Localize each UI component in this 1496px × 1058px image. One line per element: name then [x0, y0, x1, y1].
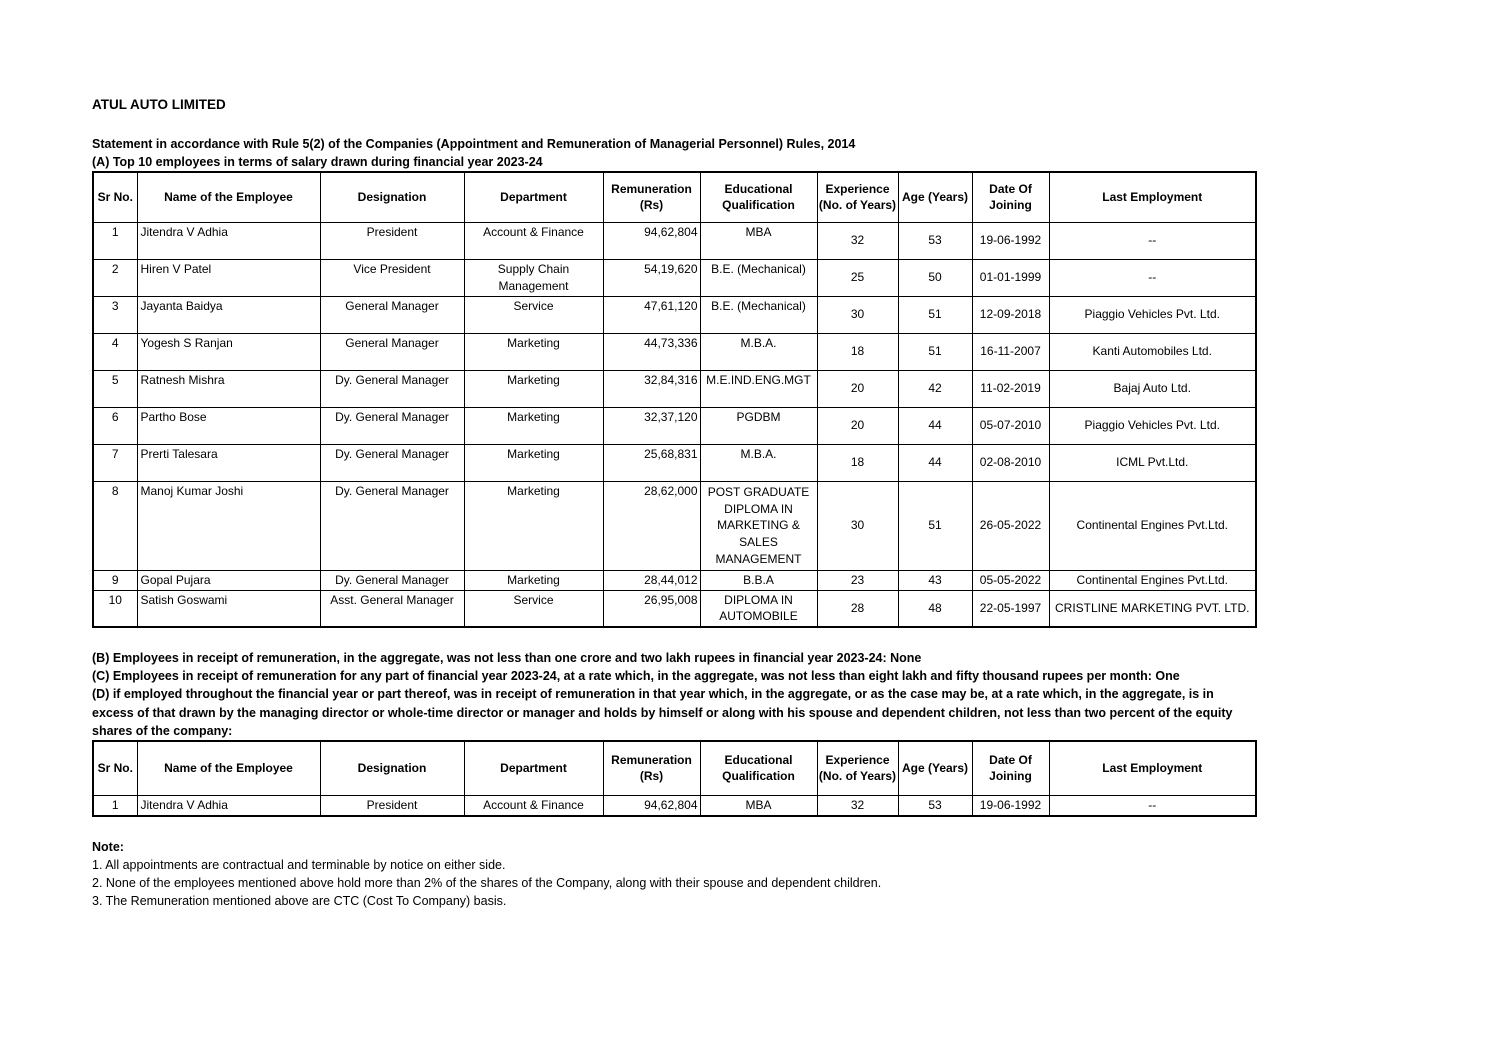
- table-cell: Dy. General Manager: [320, 407, 464, 444]
- table-row: [93, 333, 1256, 370]
- table-cell: Hiren V Patel: [137, 259, 320, 296]
- table-cell: Account & Finance: [464, 222, 603, 259]
- table-cell: 02-08-2010: [972, 444, 1049, 481]
- column-header: Educational Qualification: [700, 172, 817, 222]
- table-row: [93, 444, 1256, 481]
- table-row: [93, 370, 1256, 407]
- column-header: Sr No.: [93, 741, 137, 796]
- table-cell: Marketing: [464, 444, 603, 481]
- column-header: Remuneration (Rs): [603, 741, 700, 796]
- table-cell: 10: [93, 590, 137, 627]
- table-cell: Jitendra V Adhia: [137, 222, 320, 259]
- table-cell: 26,95,008: [603, 590, 700, 627]
- table-cell: POST GRADUATE DIPLOMA IN MARKETING & SALES MANAGEMENT: [700, 481, 817, 570]
- table-cell: 28,62,000: [603, 481, 700, 570]
- table-cell: 53: [898, 796, 972, 816]
- table-cell: Jitendra V Adhia: [137, 796, 320, 816]
- column-header: Date Of Joining: [972, 741, 1049, 796]
- column-header: Date Of Joining: [972, 172, 1049, 222]
- table-cell: Piaggio Vehicles Pvt. Ltd.: [1049, 407, 1256, 444]
- table-cell: Manoj Kumar Joshi: [137, 481, 320, 570]
- table-cell: Continental Engines Pvt.Ltd.: [1049, 570, 1256, 590]
- table-cell: President: [320, 222, 464, 259]
- table-cell: 32: [817, 796, 898, 816]
- table-cell: MBA: [700, 796, 817, 816]
- table-cell: Dy. General Manager: [320, 570, 464, 590]
- table-cell: M.B.A.: [700, 333, 817, 370]
- table-cell: 28,44,012: [603, 570, 700, 590]
- table-row: [93, 481, 1256, 570]
- table-cell: 30: [817, 296, 898, 333]
- table-cell: --: [1049, 796, 1256, 816]
- top-10-employees-table: [92, 171, 1257, 628]
- table-cell: 30: [817, 481, 898, 570]
- table-row: [93, 259, 1256, 296]
- table-row: [93, 590, 1256, 627]
- table-cell: Marketing: [464, 407, 603, 444]
- table-cell: 43: [898, 570, 972, 590]
- table-cell: 7: [93, 444, 137, 481]
- column-header: Age (Years): [898, 172, 972, 222]
- table-cell: Partho Bose: [137, 407, 320, 444]
- table-cell: B.E. (Mechanical): [700, 259, 817, 296]
- table-cell: 25: [817, 259, 898, 296]
- table-cell: 94,62,804: [603, 796, 700, 816]
- table-cell: 20: [817, 407, 898, 444]
- table-cell: Dy. General Manager: [320, 444, 464, 481]
- table-cell: 20: [817, 370, 898, 407]
- table-cell: 1: [93, 222, 137, 259]
- table-cell: 9: [93, 570, 137, 590]
- table-cell: Account & Finance: [464, 796, 603, 816]
- table-cell: 2: [93, 259, 137, 296]
- table-cell: 47,61,120: [603, 296, 700, 333]
- table-cell: ICML Pvt.Ltd.: [1049, 444, 1256, 481]
- table-cell: Prerti Talesara: [137, 444, 320, 481]
- table-cell: Service: [464, 296, 603, 333]
- table-cell: 1: [93, 796, 137, 816]
- table-cell: 01-01-1999: [972, 259, 1049, 296]
- table-cell: 11-02-2019: [972, 370, 1049, 407]
- table-cell: M.B.A.: [700, 444, 817, 481]
- table-cell: MBA: [700, 222, 817, 259]
- table-cell: Asst. General Manager: [320, 590, 464, 627]
- table-cell: 44: [898, 444, 972, 481]
- column-header: Designation: [320, 172, 464, 222]
- table-cell: Marketing: [464, 370, 603, 407]
- note-item: 3. The Remuneration mentioned above are CTC (Cost To Company) basis.: [92, 894, 507, 909]
- table-cell: Ratnesh Mishra: [137, 370, 320, 407]
- table-cell: 8: [93, 481, 137, 570]
- table-cell: Supply Chain Management: [464, 259, 603, 296]
- table-cell: 44: [898, 407, 972, 444]
- table-cell: 51: [898, 481, 972, 570]
- table-cell: Vice President: [320, 259, 464, 296]
- section-b-text: (B) Employees in receipt of remuneration, in the aggregate, was not less than one crore and two lakh rupees in financial year 2023-24: None: [92, 651, 922, 666]
- table-cell: Service: [464, 590, 603, 627]
- table-cell: 26-05-2022: [972, 481, 1049, 570]
- note-item: 2. None of the employees mentioned above hold more than 2% of the shares of the Company, along with their spouse and dependent children.: [92, 876, 882, 891]
- table-cell: 32,37,120: [603, 407, 700, 444]
- column-header: Department: [464, 741, 603, 796]
- table-cell: 48: [898, 590, 972, 627]
- table-cell: 05-07-2010: [972, 407, 1049, 444]
- column-header: Name of the Employee: [137, 172, 320, 222]
- table-cell: President: [320, 796, 464, 816]
- table-row: [93, 407, 1256, 444]
- table-cell: 6: [93, 407, 137, 444]
- table-cell: Kanti Automobiles Ltd.: [1049, 333, 1256, 370]
- table-cell: PGDBM: [700, 407, 817, 444]
- table-cell: 32: [817, 222, 898, 259]
- table-cell: CRISTLINE MARKETING PVT. LTD.: [1049, 590, 1256, 627]
- table-cell: B.B.A: [700, 570, 817, 590]
- table-row: [93, 296, 1256, 333]
- table-cell: 25,68,831: [603, 444, 700, 481]
- table-cell: 18: [817, 444, 898, 481]
- table-cell: 4: [93, 333, 137, 370]
- table-cell: 51: [898, 296, 972, 333]
- column-header: Remuneration (Rs): [603, 172, 700, 222]
- table-cell: Marketing: [464, 333, 603, 370]
- notes-heading: Note:: [92, 840, 124, 855]
- table-cell: 23: [817, 570, 898, 590]
- table-cell: Continental Engines Pvt.Ltd.: [1049, 481, 1256, 570]
- table-cell: 53: [898, 222, 972, 259]
- table-cell: 51: [898, 333, 972, 370]
- table-cell: 19-06-1992: [972, 222, 1049, 259]
- table-cell: General Manager: [320, 333, 464, 370]
- column-header: Experience (No. of Years): [817, 741, 898, 796]
- column-header: Department: [464, 172, 603, 222]
- table-cell: 50: [898, 259, 972, 296]
- table-cell: General Manager: [320, 296, 464, 333]
- column-header: Designation: [320, 741, 464, 796]
- table-cell: M.E.IND.ENG.MGT: [700, 370, 817, 407]
- table-cell: 05-05-2022: [972, 570, 1049, 590]
- table-cell: Gopal Pujara: [137, 570, 320, 590]
- table-cell: Marketing: [464, 481, 603, 570]
- table-cell: 44,73,336: [603, 333, 700, 370]
- section-a-heading: (A) Top 10 employees in terms of salary drawn during financial year 2023-24: [92, 155, 543, 170]
- table-cell: 54,19,620: [603, 259, 700, 296]
- table-cell: 32,84,316: [603, 370, 700, 407]
- table-cell: Dy. General Manager: [320, 481, 464, 570]
- statement-heading: Statement in accordance with Rule 5(2) of the Companies (Appointment and Remuneration of Managerial Personnel) Rules, 2014: [92, 137, 856, 151]
- table-cell: Yogesh S Ranjan: [137, 333, 320, 370]
- table-cell: Piaggio Vehicles Pvt. Ltd.: [1049, 296, 1256, 333]
- table-cell: B.E. (Mechanical): [700, 296, 817, 333]
- table-cell: --: [1049, 259, 1256, 296]
- section-d-text: (D) if employed throughout the financial year or part thereof, was in receipt of remuneration in that year which, in the aggregate, or as the case may be, at a rate which, in the aggregate, is in excess of that drawn by the managing director or whole-time director or manager and holds by himself or along with his spouse and dependent children, not less than two percent of the equity shares of the company:: [92, 687, 1233, 738]
- table-row: [93, 796, 1256, 816]
- table-cell: Marketing: [464, 570, 603, 590]
- column-header: Age (Years): [898, 741, 972, 796]
- column-header: Educational Qualification: [700, 741, 817, 796]
- table-cell: 5: [93, 370, 137, 407]
- section-c-text: (C) Employees in receipt of remuneration for any part of financial year 2023-24, at a rate which, in the aggregate, was not less than eight lakh and fifty thousand rupees per month: One: [92, 669, 1180, 684]
- column-header: Experience (No. of Years): [817, 172, 898, 222]
- table-cell: 42: [898, 370, 972, 407]
- table-cell: Jayanta Baidya: [137, 296, 320, 333]
- table-row: [93, 570, 1256, 590]
- table-cell: 12-09-2018: [972, 296, 1049, 333]
- note-item: 1. All appointments are contractual and terminable by notice on either side.: [92, 858, 506, 873]
- column-header: Last Employment: [1049, 741, 1256, 796]
- table-header-row: [93, 741, 1256, 796]
- table-cell: Bajaj Auto Ltd.: [1049, 370, 1256, 407]
- table-cell: Satish Goswami: [137, 590, 320, 627]
- table-cell: Dy. General Manager: [320, 370, 464, 407]
- table-cell: 16-11-2007: [972, 333, 1049, 370]
- table-cell: 3: [93, 296, 137, 333]
- table-row: [93, 222, 1256, 259]
- column-header: Name of the Employee: [137, 741, 320, 796]
- column-header: Last Employment: [1049, 172, 1256, 222]
- column-header: Sr No.: [93, 172, 137, 222]
- table-cell: DIPLOMA IN AUTOMOBILE: [700, 590, 817, 627]
- table-cell: 94,62,804: [603, 222, 700, 259]
- table-cell: 22-05-1997: [972, 590, 1049, 627]
- table-header-row: [93, 172, 1256, 222]
- company-title: ATUL AUTO LIMITED: [92, 97, 226, 112]
- section-d-table: [92, 740, 1257, 817]
- table-cell: 18: [817, 333, 898, 370]
- table-cell: 28: [817, 590, 898, 627]
- table-cell: --: [1049, 222, 1256, 259]
- table-cell: 19-06-1992: [972, 796, 1049, 816]
